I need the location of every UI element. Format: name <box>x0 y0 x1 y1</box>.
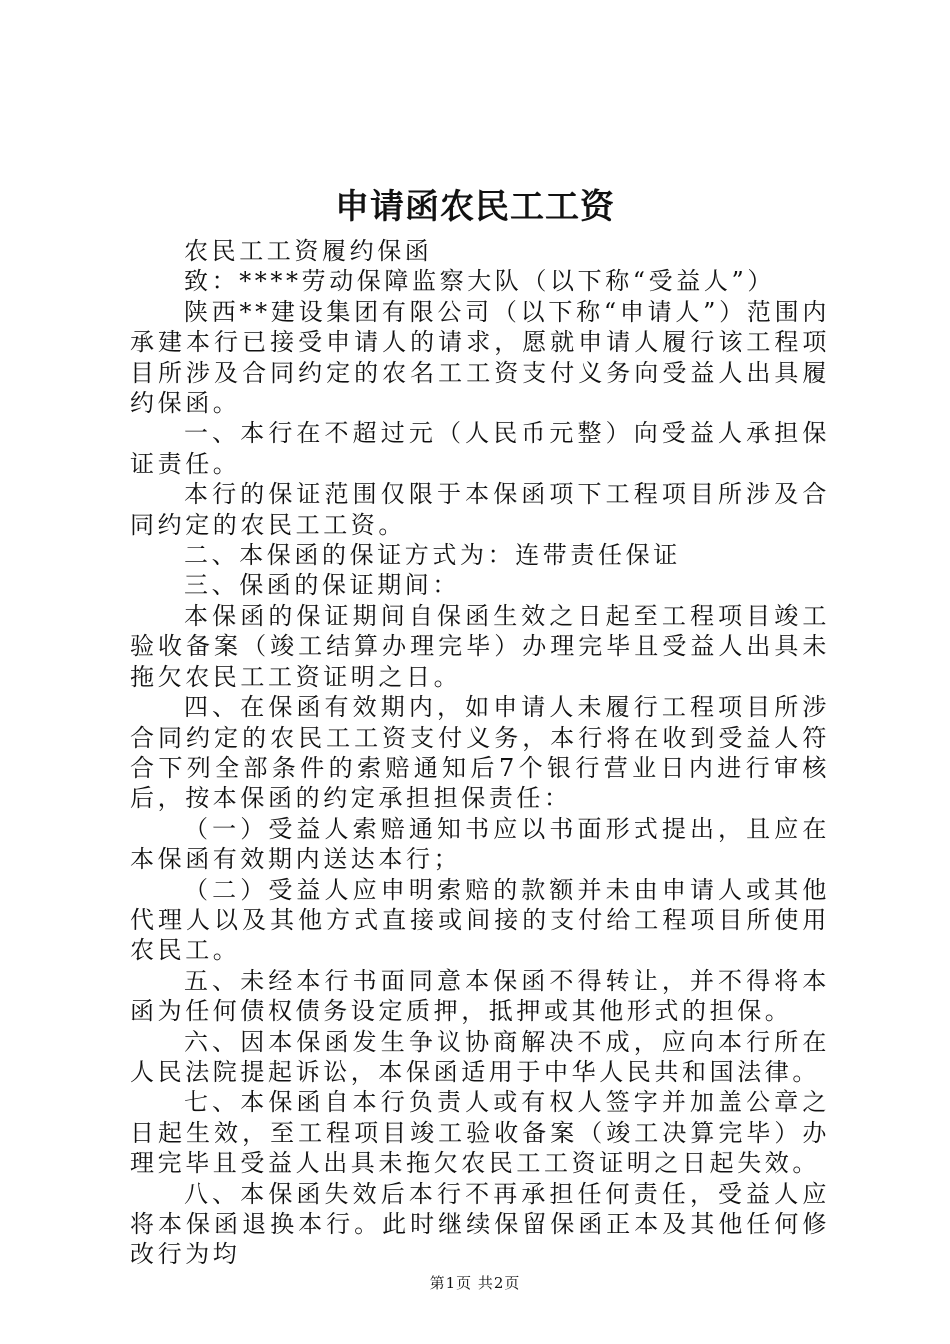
paragraph-intro: 陕西**建设集团有限公司（以下称“申请人”）范围内承建本行已接受申请人的请求，愿就申请人履行该工程项目所涉及合同约定的农名工工资支付义务向受益人出具履约保函。 <box>130 297 830 418</box>
paragraph-period: 本保函的保证期间自保函生效之日起至工程项目竣工验收备案（竣工结算办理完毕）办理完毕且受益人出具未拖欠农民工工资证明之日。 <box>130 601 830 691</box>
paragraph-scope: 本行的保证范围仅限于本保函项下工程项目所涉及合同约定的农民工工资。 <box>130 480 830 539</box>
paragraph-guarantee-name: 农民工工资履约保函 <box>184 237 433 265</box>
page-footer: 第1页 共2页 <box>429 1274 521 1292</box>
document-title: 申请函农民工工资 <box>335 187 615 227</box>
paragraph-clause-2: 二、本保函的保证方式为：连带责任保证 <box>184 541 681 570</box>
paragraph-condition-2: （二）受益人应申明索赔的款额并未由申请人或其他代理人以及其他方式直接或间接的支付给工程项目所使用农民工。 <box>130 875 830 965</box>
paragraph-clause-3: 三、保函的保证期间： <box>184 571 460 600</box>
document-body <box>130 236 830 1270</box>
paragraph-clause-7: 七、本保函自本行负责人或有权人签字并加盖公章之日起生效，至工程项目竣工验收备案（竣工决算完毕）办理完毕且受益人出具未拖欠农民工工资证明之日起失效。 <box>130 1088 830 1178</box>
paragraph-clause-5: 五、未经本行书面同意本保函不得转让，并不得将本函为任何债权债务设定质押，抵押或其他形式的担保。 <box>130 966 830 1026</box>
paragraph-clause-4: 四、在保函有效期内，如申请人未履行工程项目所涉合同约定的农民工工资支付义务，本行将在收到受益人符合下列全部条件的索赔通知后7个银行营业日内进行审核后，按本保函的约定承担担保责任： <box>130 693 830 813</box>
paragraph-clause-8: 八、本保函失效后本行不再承担任何责任，受益人应将本保函退换本行。此时继续保留保函正本及其他任何修改行为均 <box>130 1179 830 1269</box>
paragraph-clause-6: 六、因本保函发生争议协商解决不成，应向本行所在人民法院提起诉讼，本保函适用于中华人民共和国法律。 <box>130 1027 830 1086</box>
paragraph-condition-1: （一）受益人索赔通知书应以书面形式提出，且应在本保函有效期内送达本行； <box>130 814 830 874</box>
paragraph-addressee: 致：****劳动保障监察大队（以下称“受益人”） <box>184 267 775 296</box>
paragraph-clause-1: 一、本行在不超过元（人民币元整）向受益人承担保证责任。 <box>130 419 830 478</box>
